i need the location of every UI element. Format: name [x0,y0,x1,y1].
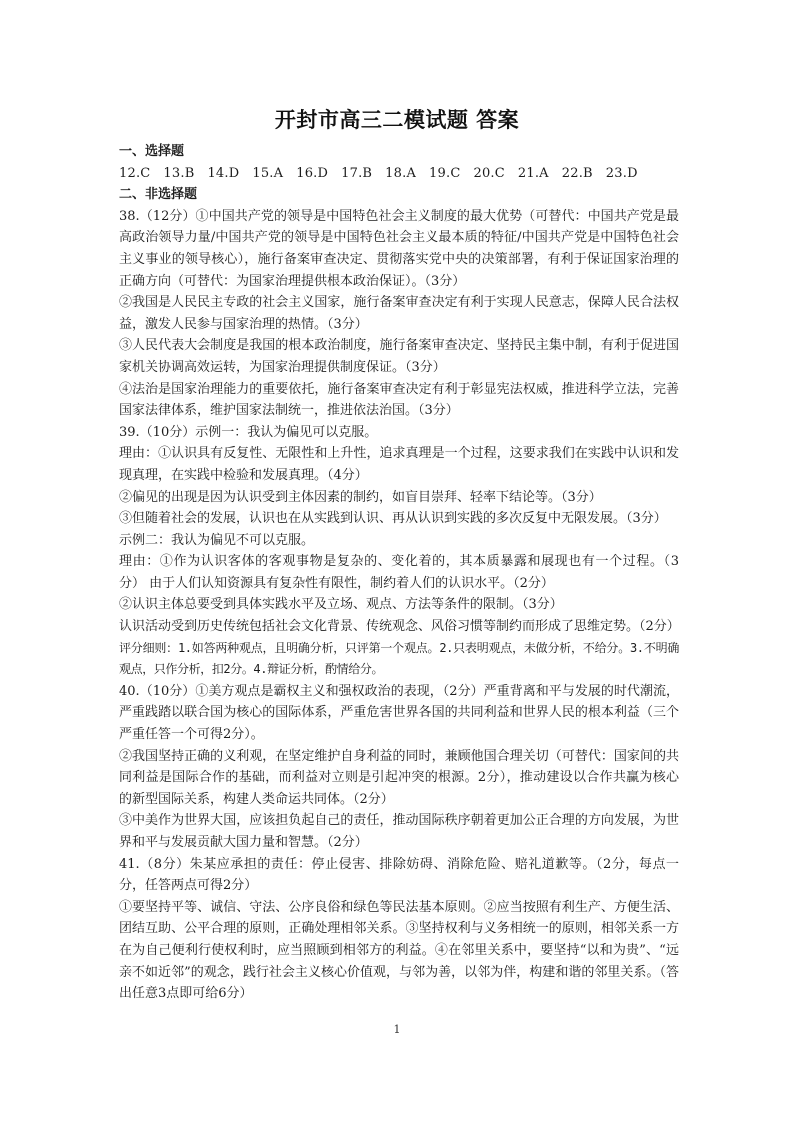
choice-answer: 22.B [561,165,593,181]
section-heading-choice: 一、选择题 [119,144,185,159]
answer-paragraph: ②偏见的出现是因为认识受到主体因素的制约，如盲目崇拜、轻率下结论等。（3分） [119,489,602,505]
answer-paragraph: ①要坚持平等、诚信、守法、公序良俗和绿色等民法基本原则。②应当按照有利生产、方便生活、团结互助、公平合理的原则，正确处理相邻关系。③坚持权利与义务相统一的原则，相邻关系一方在为自己便利行使权利时，应当照顾到相邻方的利益。④在邻里关系中，要坚持“以和为贵”、“远亲不如近邻”的观念，践行社会主义核心价值观，与邻为善，以邻为伴，构建和谐的邻里关系。（答出任意3点即可给6分） [119,899,679,1002]
answer-paragraph: ③但随着社会的发展，认识也在从实践到认识、再从认识到实践的多次反复中无限发展。（3分） [119,511,667,527]
section-heading-nonchoice: 二、非选择题 [119,187,198,203]
scoring-rules-note: 评分细则：1.如答两种观点，且明确分析，只评第一个观点。2.只表明观点，未做分析，不给分。3.不明确观点，只作分析，扣2分。4.辩证分析，酌情给分。 [119,640,679,677]
choice-answer: 17.B [341,165,373,181]
answer-paragraph: 38.（12分）①中国共产党的领导是中国特色社会主义制度的最大优势（可替代：中国共产党是最高政治领导力量/中国共产党的领导是中国特色社会主义最本质的特征/中国共产党是中国特色社会主义事业的领导核心），施行备案审查决定、贯彻落实党中央的决策部署，有利于保证国家治理的正确方向（可替代：为国家治理提供根本政治保证）。（3分） [119,208,679,289]
answer-paragraph: ②我国是人民民主专政的社会主义国家，施行备案审查决定有利于实现人民意志，保障人民合法权益，激发人民参与国家治理的热情。（3分） [119,295,679,332]
page-number: 1 [393,1023,401,1036]
choice-answer: 13.B [163,165,195,181]
answer-paragraph: 理由：①认识具有反复性、无限性和上升性，追求真理是一个过程，这要求我们在实践中认识和发现真理，在实践中检验和发展真理。（4分） [119,446,679,483]
choice-answer: 23.D [605,165,638,181]
page-title: 开封市高三二模试题 答案 [274,108,520,132]
choice-answer: 14.D [207,165,240,181]
answer-paragraph: ④法治是国家治理能力的重要依托，施行备案审查决定有利于彰显宪法权威，推进科学立法，完善国家法律体系，维护国家法制统一，推进依法治国。（3分） [119,381,679,419]
answer-paragraph: ②认识主体总要受到具体实践水平及立场、观点、方法等条件的限制。（3分） [119,597,563,613]
answer-paragraph: 40.（10分）①美方观点是霸权主义和强权政治的表现，（2分）严重背离和平与发展的时代潮流，严重践踏以联合国为核心的国际体系，严重危害世界各国的共同利益和世界人民的根本利益（三个严重任答一个可得2分）。 [119,683,679,743]
choice-answer: 12.C [119,165,151,181]
answer-paragraph: ②我国坚持正确的义利观，在坚定维护自身利益的同时，兼顾他国合理关切（可替代：国家间的共同利益是国际合作的基础，而利益对立则是引起冲突的根源。2分），推动建设以合作共赢为核心的新型国际关系，构建人类命运共同体。（2分） [119,748,679,807]
choice-answer: 18.A [385,165,417,181]
answer-content [119,141,679,1005]
choice-answer: 15.A [252,165,284,181]
answer-paragraph: 认识活动受到历史传统包括社会文化背景、传统观念、风俗习惯等制约而形成了思维定势。（2分） [119,619,680,635]
answer-paragraph: 39.（10分）示例一：我认为偏见可以克服。 [119,424,378,440]
choice-answer: 19.C [429,165,461,181]
answer-paragraph: 理由：①作为认识客体的客观事物是复杂的、变化着的，其本质暴露和展现也有一个过程。（3分） 由于人们认知资源具有复杂性有限性，制约着人们的认识水平。（2分） [119,554,679,591]
choice-answer: 21.A [517,165,549,181]
answer-paragraph: ③中美作为世界大国，应该担负起自己的责任，推动国际秩序朝着更加公正合理的方向发展，为世界和平与发展贡献大国力量和智慧。（2分） [119,813,679,850]
answer-paragraph: 示例二：我认为偏见不可以克服。 [119,532,315,548]
answer-paragraph: 41.（8分）朱某应承担的责任：停止侵害、排除妨碍、消除危险、赔礼道歉等。（2分，每点一分，任答两点可得2分） [119,856,679,894]
answer-paragraph: ③人民代表大会制度是我国的根本政治制度，施行备案审查决定、坚持民主集中制，有利于促进国家机关协调高效运转，为国家治理提供制度保证。（3分） [119,338,679,375]
choice-answer-list [119,163,679,185]
choice-answer: 16.D [296,165,329,181]
choice-answer: 20.C [473,165,505,181]
